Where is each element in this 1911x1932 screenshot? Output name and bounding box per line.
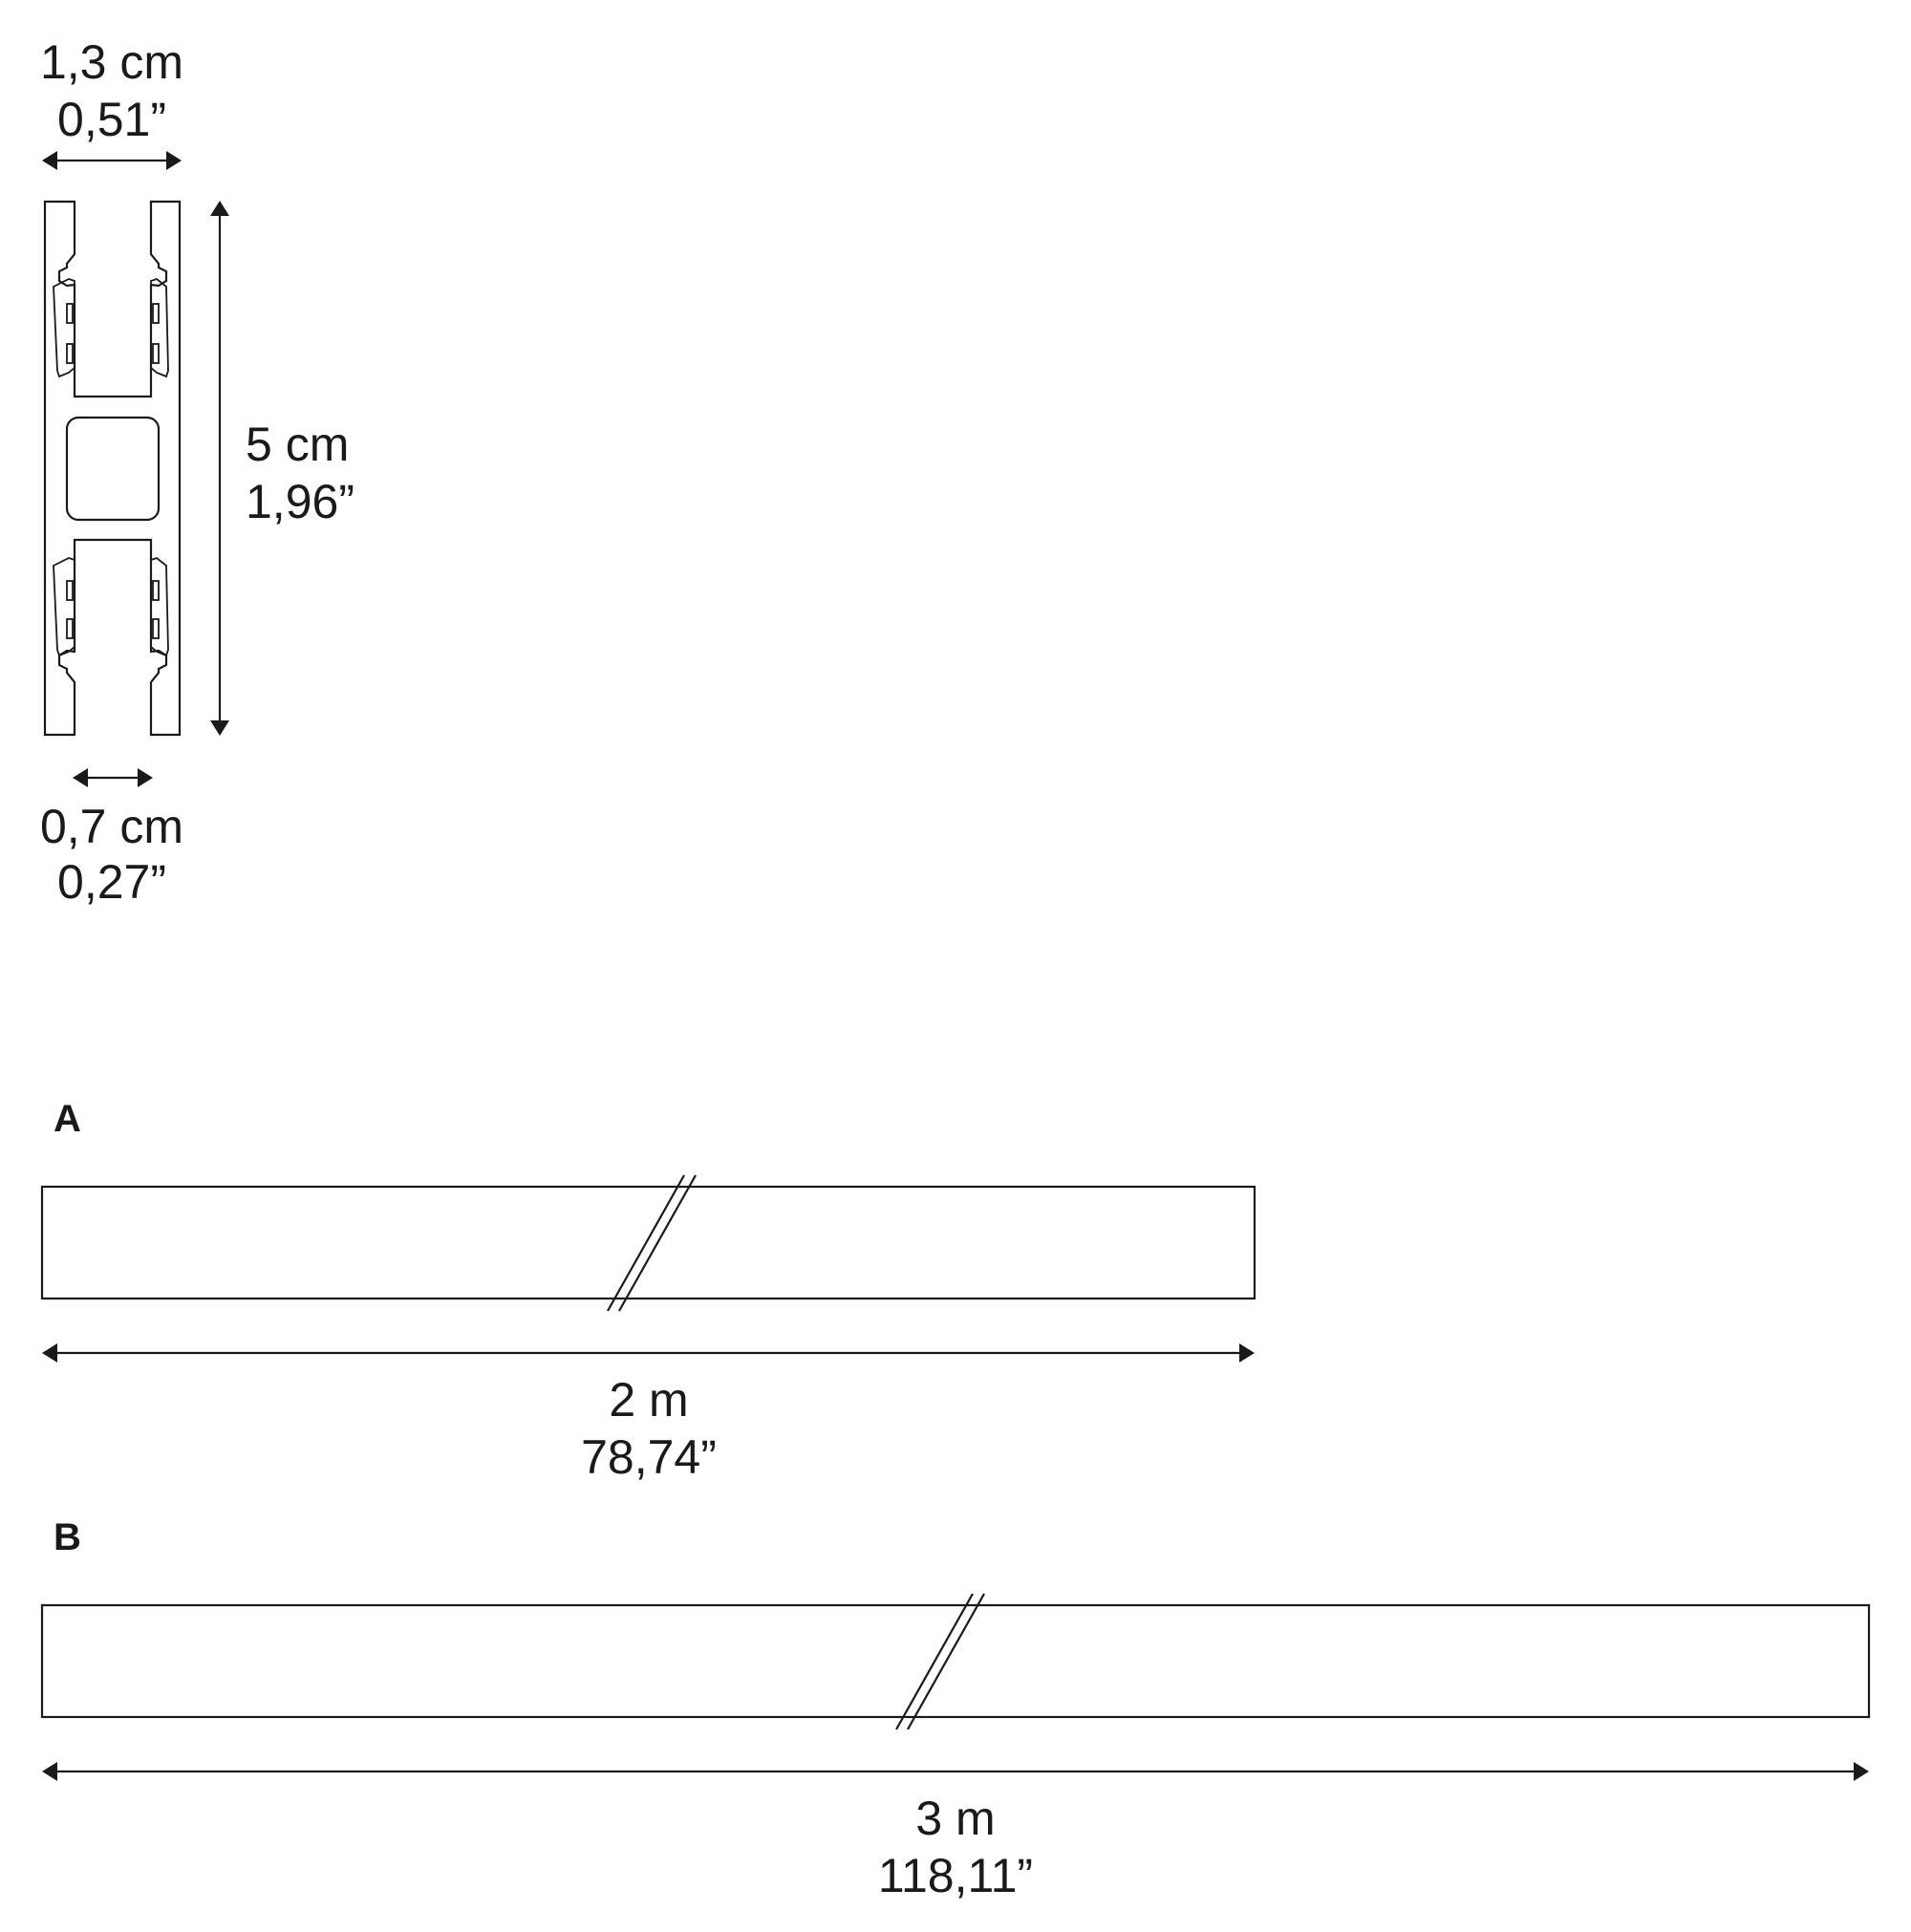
rail-a-break-line-2: [619, 1175, 696, 1311]
profile-cross-section: [45, 202, 180, 735]
channel-width-dimension: [40, 768, 183, 909]
upper-left-contact-b: [67, 344, 73, 363]
rail-a-label: A: [54, 1098, 81, 1140]
lower-left-contact-a: [67, 581, 73, 600]
rail-b-break-line-1: [896, 1594, 973, 1729]
channel-arrow-left: [73, 768, 88, 787]
profile-center-cavity: [67, 418, 159, 520]
rail-a-body: [42, 1187, 1255, 1299]
rail-b-label: B: [54, 1516, 81, 1558]
rail-a-break-line-1: [608, 1175, 684, 1311]
channel-width-cm: 0,7 cm: [39, 800, 184, 853]
rail-a-arrow-left: [42, 1343, 57, 1363]
rail-a: [42, 1098, 1255, 1484]
rail-b: [42, 1516, 1869, 1902]
rail-b-length-m: 3 m: [915, 1792, 996, 1845]
lower-left-clip: [54, 558, 75, 655]
profile-width-cm: 1,3 cm: [39, 35, 184, 89]
upper-right-contact-a: [153, 304, 159, 323]
upper-left-clip: [54, 279, 75, 376]
rail-b-length-in: 118,11”: [877, 1849, 1034, 1902]
profile-width-dimension: [40, 35, 183, 170]
rail-b-break-line-2: [908, 1594, 984, 1729]
channel-arrow-right: [138, 768, 153, 787]
rail-a-length-in: 78,74”: [581, 1430, 717, 1484]
width-arrow-right: [166, 151, 182, 170]
lower-left-contact-b: [67, 619, 73, 638]
rail-b-body: [42, 1605, 1869, 1717]
upper-left-contact-a: [67, 304, 73, 323]
channel-width-in: 0,27”: [57, 855, 166, 909]
lower-right-contact-a: [153, 581, 159, 600]
upper-right-contact-b: [153, 344, 159, 363]
width-arrow-left: [42, 151, 57, 170]
height-arrow-top: [210, 201, 229, 216]
rail-b-arrow-left: [42, 1762, 57, 1781]
profile-width-in: 0,51”: [57, 93, 166, 146]
rail-a-length-m: 2 m: [609, 1373, 689, 1427]
rail-b-arrow-right: [1854, 1762, 1869, 1781]
height-arrow-bottom: [210, 720, 229, 736]
rail-a-arrow-right: [1239, 1343, 1255, 1363]
profile-height-in: 1,96”: [246, 475, 354, 528]
lower-right-clip: [151, 558, 168, 655]
lower-right-contact-b: [153, 619, 159, 638]
profile-height-dimension: [210, 201, 354, 736]
profile-height-cm: 5 cm: [246, 418, 350, 471]
